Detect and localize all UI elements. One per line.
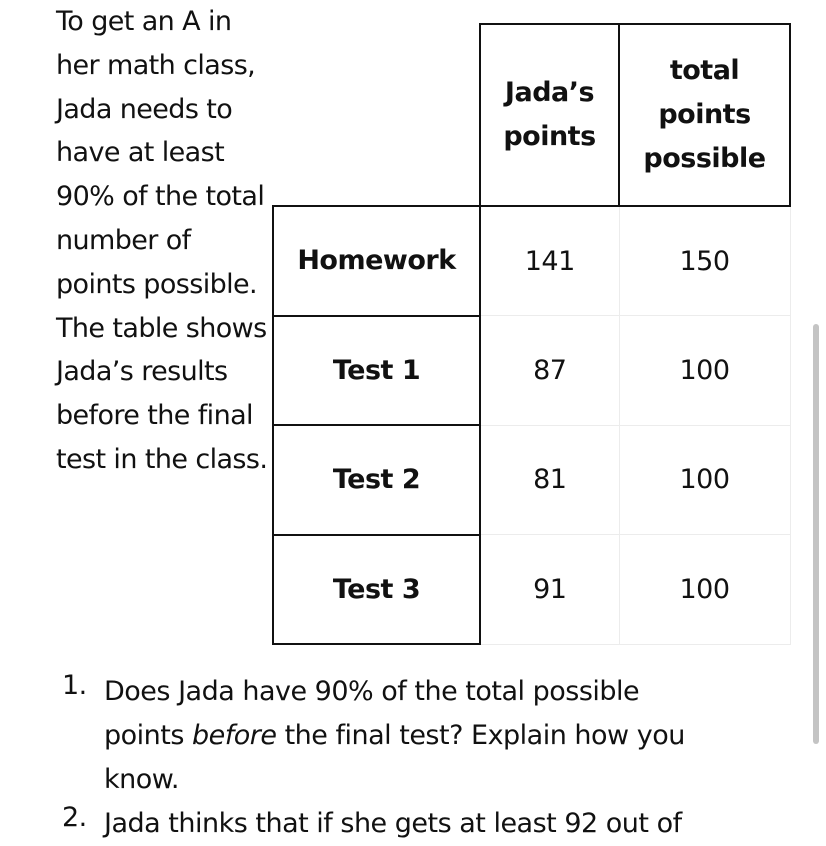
row-label: Test 3	[273, 535, 480, 645]
intro-line: before the final	[56, 400, 253, 432]
total-points-cell: 100	[619, 316, 790, 426]
jada-points-cell: 81	[480, 425, 619, 535]
intro-line: test in the class.	[56, 443, 268, 475]
table-row	[273, 316, 790, 426]
intro-line: have at least	[56, 137, 225, 169]
table-corner-cell	[273, 24, 480, 206]
header-text: points	[503, 121, 596, 152]
intro-line: points possible.	[56, 268, 258, 300]
question-emphasis: before	[192, 720, 277, 751]
row-label: Test 2	[273, 425, 480, 535]
question-number: 1.	[62, 670, 87, 701]
row-label: Test 1	[273, 316, 480, 426]
question-text-line	[104, 714, 742, 758]
question-text-line: know.	[104, 764, 179, 795]
header-text: Jada’s	[504, 77, 595, 108]
intro-line: Jada needs to	[56, 93, 233, 125]
points-table	[272, 23, 791, 645]
question-item	[62, 802, 742, 846]
jada-points-cell: 141	[480, 206, 619, 316]
intro-line: her math class,	[56, 49, 256, 81]
total-points-cell: 100	[619, 535, 790, 645]
jada-points-cell: 87	[480, 316, 619, 426]
header-total-points-possible	[619, 24, 790, 206]
question-item	[62, 670, 742, 802]
question-text: the final test? Explain how you	[276, 720, 685, 751]
total-points-cell: 100	[619, 425, 790, 535]
table-row	[273, 206, 790, 316]
jada-points-cell: 91	[480, 535, 619, 645]
header-text: total	[669, 55, 740, 86]
table-header-row	[273, 24, 790, 206]
total-points-cell: 150	[619, 206, 790, 316]
question-list	[62, 670, 742, 846]
intro-line: To get an A in	[56, 6, 232, 37]
intro-line: The table shows	[56, 312, 267, 344]
table-row	[273, 425, 790, 535]
header-text: points	[658, 99, 751, 130]
header-text: possible	[643, 143, 766, 174]
table-row	[273, 535, 790, 645]
vertical-scrollbar[interactable]	[813, 324, 819, 744]
intro-line: Jada’s results	[56, 356, 228, 388]
intro-paragraph	[56, 0, 271, 482]
intro-line: number of	[56, 224, 191, 256]
question-number: 2.	[62, 802, 87, 833]
question-text: points	[104, 720, 193, 751]
question-text-line: Jada thinks that if she gets at least 92 out of	[104, 808, 682, 839]
question-text-line: Does Jada have 90% of the total possible	[104, 676, 640, 707]
row-label: Homework	[273, 206, 480, 316]
header-jada-points	[480, 24, 619, 206]
intro-line: 90% of the total	[56, 181, 265, 213]
